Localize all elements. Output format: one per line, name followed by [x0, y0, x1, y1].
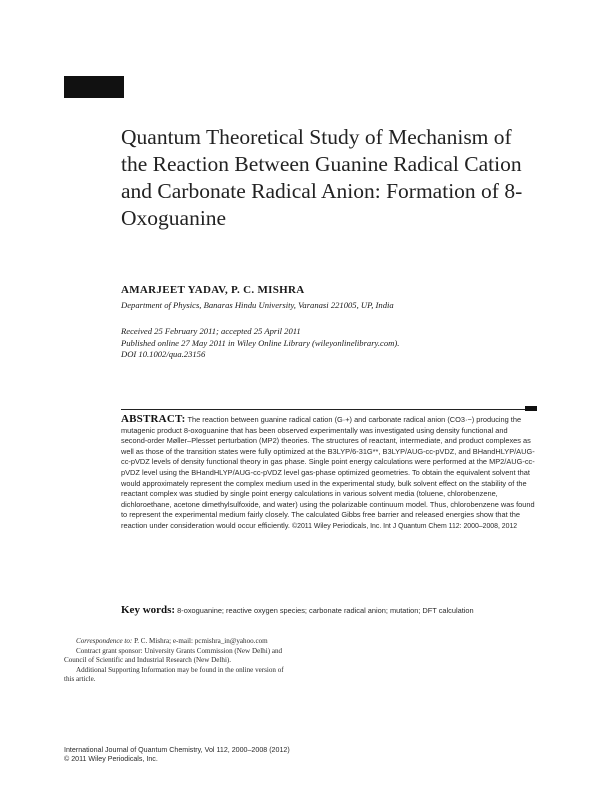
footer-copyright: © 2011 Wiley Periodicals, Inc.: [64, 755, 158, 764]
grant-sponsor: Contract grant sponsor: University Grants Commission (New Delhi) and Council of Scientific and Industrial Research (New Delhi).: [64, 646, 283, 665]
correspondence-text: P. C. Mishra; e-mail: pcmishra_in@yahoo.com: [134, 637, 268, 645]
article-title: Quantum Theoretical Study of Mechanism of the Reaction Between Guanine Radical Cation and Carbonate Radical Anion: Formation of 8-Oxoguanine: [121, 125, 523, 230]
correspondence-notes: [64, 637, 288, 685]
abstract-divider: [121, 409, 525, 410]
author-list: AMARJEET YADAV, P. C. MISHRA: [121, 284, 305, 296]
received-date: Received 25 February 2011; accepted 25 April 2011: [121, 326, 301, 336]
abstract: [121, 414, 535, 533]
article-history: [121, 326, 541, 361]
correspondence-line: [64, 637, 288, 647]
journal-citation: International Journal of Quantum Chemistry, Vol 112, 2000–2008 (2012): [64, 746, 290, 754]
published-date: Published online 27 May 2011 in Wiley Online Library (wileyonlinelibrary.com).: [121, 337, 400, 348]
abstract-label: ABSTRACT:: [121, 413, 186, 425]
keywords: [121, 605, 535, 617]
doi: DOI 10.1002/qua.23156: [121, 349, 206, 359]
affiliation: Department of Physics, Banaras Hindu University, Varanasi 221005, UP, India: [121, 300, 394, 310]
keywords-label: Key words:: [121, 604, 176, 616]
journal-footer: [64, 746, 394, 765]
header-tab-marker: [64, 76, 124, 98]
supporting-info: Additional Supporting Information may be found in the online version of this article.: [64, 665, 284, 684]
abstract-text: The reaction between guanine radical cation (G·+) and carbonate radical anion (CO3·−) producing the mutagenic product 8-oxoguanine that has been observed experimentally was investigated using density functional and second-order Møller–Plesset perturbation (MP2) theories. The structures of reactant, intermediate, and product complexes as well as those of the transition states were fully optimized at the B3LYP/6-31G**, B3LYP/AUG-cc-pVDZ, and BHandHLYP/AUG-cc-pVDZ levels of density functional theory in gas phase. Single point energy calculations were performed at the MP2/AUG-cc-pVDZ level using the BHandHLYP/AUG-cc-pVDZ level gas-phase optimized geometries. To obtain the equivalent solvent that would approximately represent the complex medium used in the experimental study, bulk solvent effect on the stability of the reactant complex was studied by single point energy calculations in various solvent media (toluene, chlorobenzene, dichloroethane, acetone dimethylsulfoxide, and water) using the polarizable continuum model. Thus, chlorobenzene was found to represent the experimental medium fairly closely. The calculated Gibbs free barrier and released energies show that the reaction under consideration would occur efficiently.: [121, 415, 535, 530]
correspondence-label: Correspondence to:: [76, 637, 133, 645]
divider-marker: [525, 406, 537, 411]
abstract-copyright: ©2011 Wiley Periodicals, Inc. Int J Quantum Chem 112: 2000–2008, 2012: [292, 522, 518, 530]
keywords-text: 8-oxoguanine; reactive oxygen species; carbonate radical anion; mutation; DFT calculation: [177, 606, 474, 615]
